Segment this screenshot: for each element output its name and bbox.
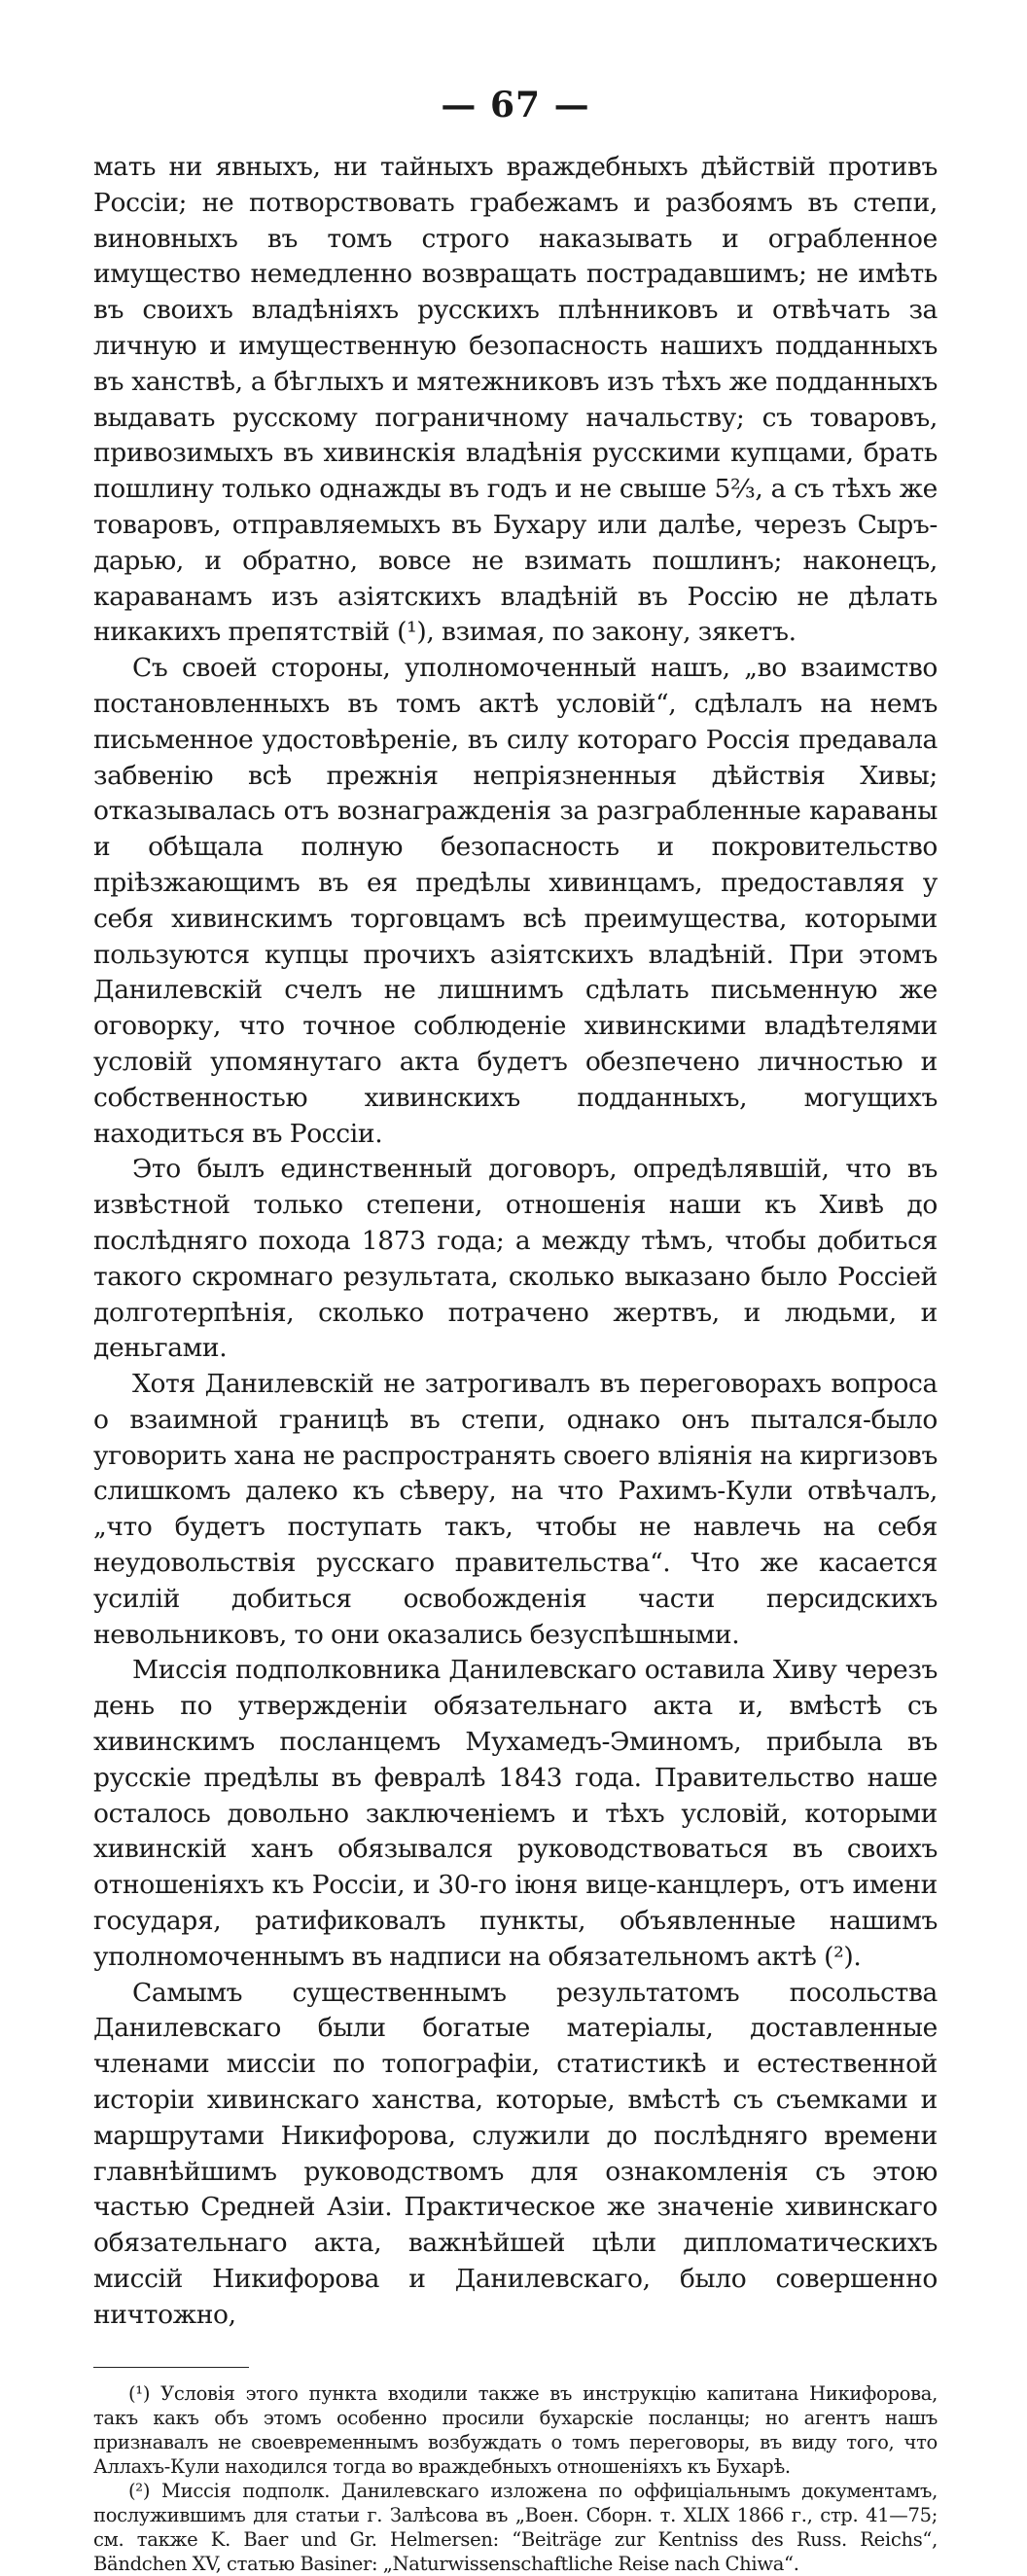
main-text (93, 150, 938, 2334)
paragraph: мать ни явныхъ, ни тайныхъ враждебныхъ дѣйствій противъ Россіи; не потворствовать грабежамъ и разбоямъ въ степи, виновныхъ въ томъ строго наказывать и ограбленное имущество немедленно возвращать пострадавшимъ; не имѣть въ своихъ владѣніяхъ русскихъ плѣнниковъ и отвѣчать за личную и имущественную безопасность нашихъ подданныхъ въ ханствѣ, а бѣглыхъ и мятежниковъ изъ тѣхъ же подданныхъ выдавать русскому пограничному начальству; съ товаровъ, привозимыхъ въ хивинскія владѣнія русскими купцами, брать пошлину только однажды въ годъ и не свыше 5⅔, а съ тѣхъ же товаровъ, отправляемыхъ въ Бухару или далѣе, черезъ Сыръ-дарью, и обратно, вовсе не взимать пошлинъ; наконецъ, караванамъ изъ азіятскихъ владѣній въ Россію не дѣлать никакихъ препятствій (¹), взимая, по закону, зякетъ. (93, 152, 938, 648)
footnote: (¹) Условія этого пункта входили также въ инструкцію капитана Никифорова, такъ какъ объ этомъ особенно просили бухарскіе посланцы; но агентъ нашъ признавалъ не своевременнымъ возбуждать о томъ переговоры, въ виду того, что Аллахъ-Кули находился тогда во враждебныхъ отношеніяхъ къ Бухарѣ. (93, 2381, 938, 2478)
paragraph: Хотя Данилевскій не затрогивалъ въ переговорахъ вопроса о взаимной границѣ въ степи, однако онъ пытался-было уговорить хана не распространять своего вліянія на киргизовъ слишкомъ далеко къ сѣверу, на что Рахимъ-Кули отвѣчалъ, „что будетъ поступать такъ, чтобы не навлечь на себя неудовольствія русскаго правительства“. Что же касается усилій добиться освобожденія части персидскихъ невольниковъ, то они оказались безуспѣшными. (93, 1369, 938, 1650)
book-page (93, 85, 938, 2575)
paragraph: Миссія подполковника Данилевскаго оставила Хиву черезъ день по утвержденіи обязательнаго акта и, вмѣстѣ съ хивинскимъ посланцемъ Мухамедъ-Эминомъ, прибыла въ русскіе предѣлы въ февралѣ 1843 года. Правительство наше осталось довольно заключеніемъ и тѣхъ условій, которыми хивинскій ханъ обязывался руководствоваться въ своихъ отношеніяхъ къ Россіи, и 30-го іюня вице-канцлеръ, отъ имени государя, ратификовалъ пункты, объявленные нашимъ уполномоченнымъ въ надписи на обязательномъ актѣ (²). (93, 1655, 938, 1972)
footnote: (²) Миссія подполк. Данилевскаго изложена по оффиціальнымъ документамъ, послужившимъ для статьи г. Залѣсова въ „Воен. Сборн. т. XLIX 1866 г., стр. 41—75; см. также K. Baer und Gr. Helmersen: “Beiträge zur Kentniss des Russ. Reichs“, Bändchen XV, статью Basiner: „Naturwissenschaftliche Reise nach Chiwa“. (93, 2479, 938, 2575)
page-number: — 67 — (441, 85, 590, 125)
footnotes (93, 2381, 938, 2576)
footnote-divider (93, 2367, 249, 2368)
paragraph: Съ своей стороны, уполномоченный нашъ, „во взаимство постановленныхъ въ томъ актѣ условій“, сдѣлалъ на немъ письменное удостовѣреніе, въ силу котораго Россія предавала забвенію всѣ прежнія непріязненныя дѣйствія Хивы; отказывалась отъ вознагражденія за разграбленные караваны и обѣщала полную безопасность и покровительство пріѣзжающимъ въ ея предѣлы хивинцамъ, предоставляя у себя хивинскимъ торговцамъ всѣ преимущества, которыми пользуются купцы прочихъ азіятскихъ владѣній. При этомъ Данилевскій счелъ не лишнимъ сдѣлать письменную же оговорку, что точное соблюденіе хивинскими владѣтелями условій упомянутаго акта будетъ обезпечено личностью и собственностью хивинскихъ подданныхъ, могущихъ находиться въ Россіи. (93, 653, 938, 1149)
paragraph: Это былъ единственный договоръ, опредѣлявшій, что въ извѣстной только степени, отношенія наши къ Хивѣ до послѣдняго похода 1873 года; а между тѣмъ, чтобы добиться такого скромнаго результата, сколько выказано было Россіей долготерпѣнія, сколько потрачено жертвъ, и людьми, и деньгами. (93, 1154, 938, 1364)
paragraph: Самымъ существеннымъ результатомъ посольства Данилевскаго были богатые матеріалы, доставленные членами миссіи по топографіи, статистикѣ и естественной исторіи хивинскаго ханства, которые, вмѣстѣ съ съемками и маршрутами Никифорова, служили до послѣдняго времени главнѣйшимъ руководствомъ для ознакомленія съ этою частью Средней Азіи. Практическое же значеніе хивинскаго обязательнаго акта, важнѣйшей цѣли дипломатическихъ миссій Никифорова и Данилевскаго, было совершенно ничтожно, (93, 1977, 938, 2330)
